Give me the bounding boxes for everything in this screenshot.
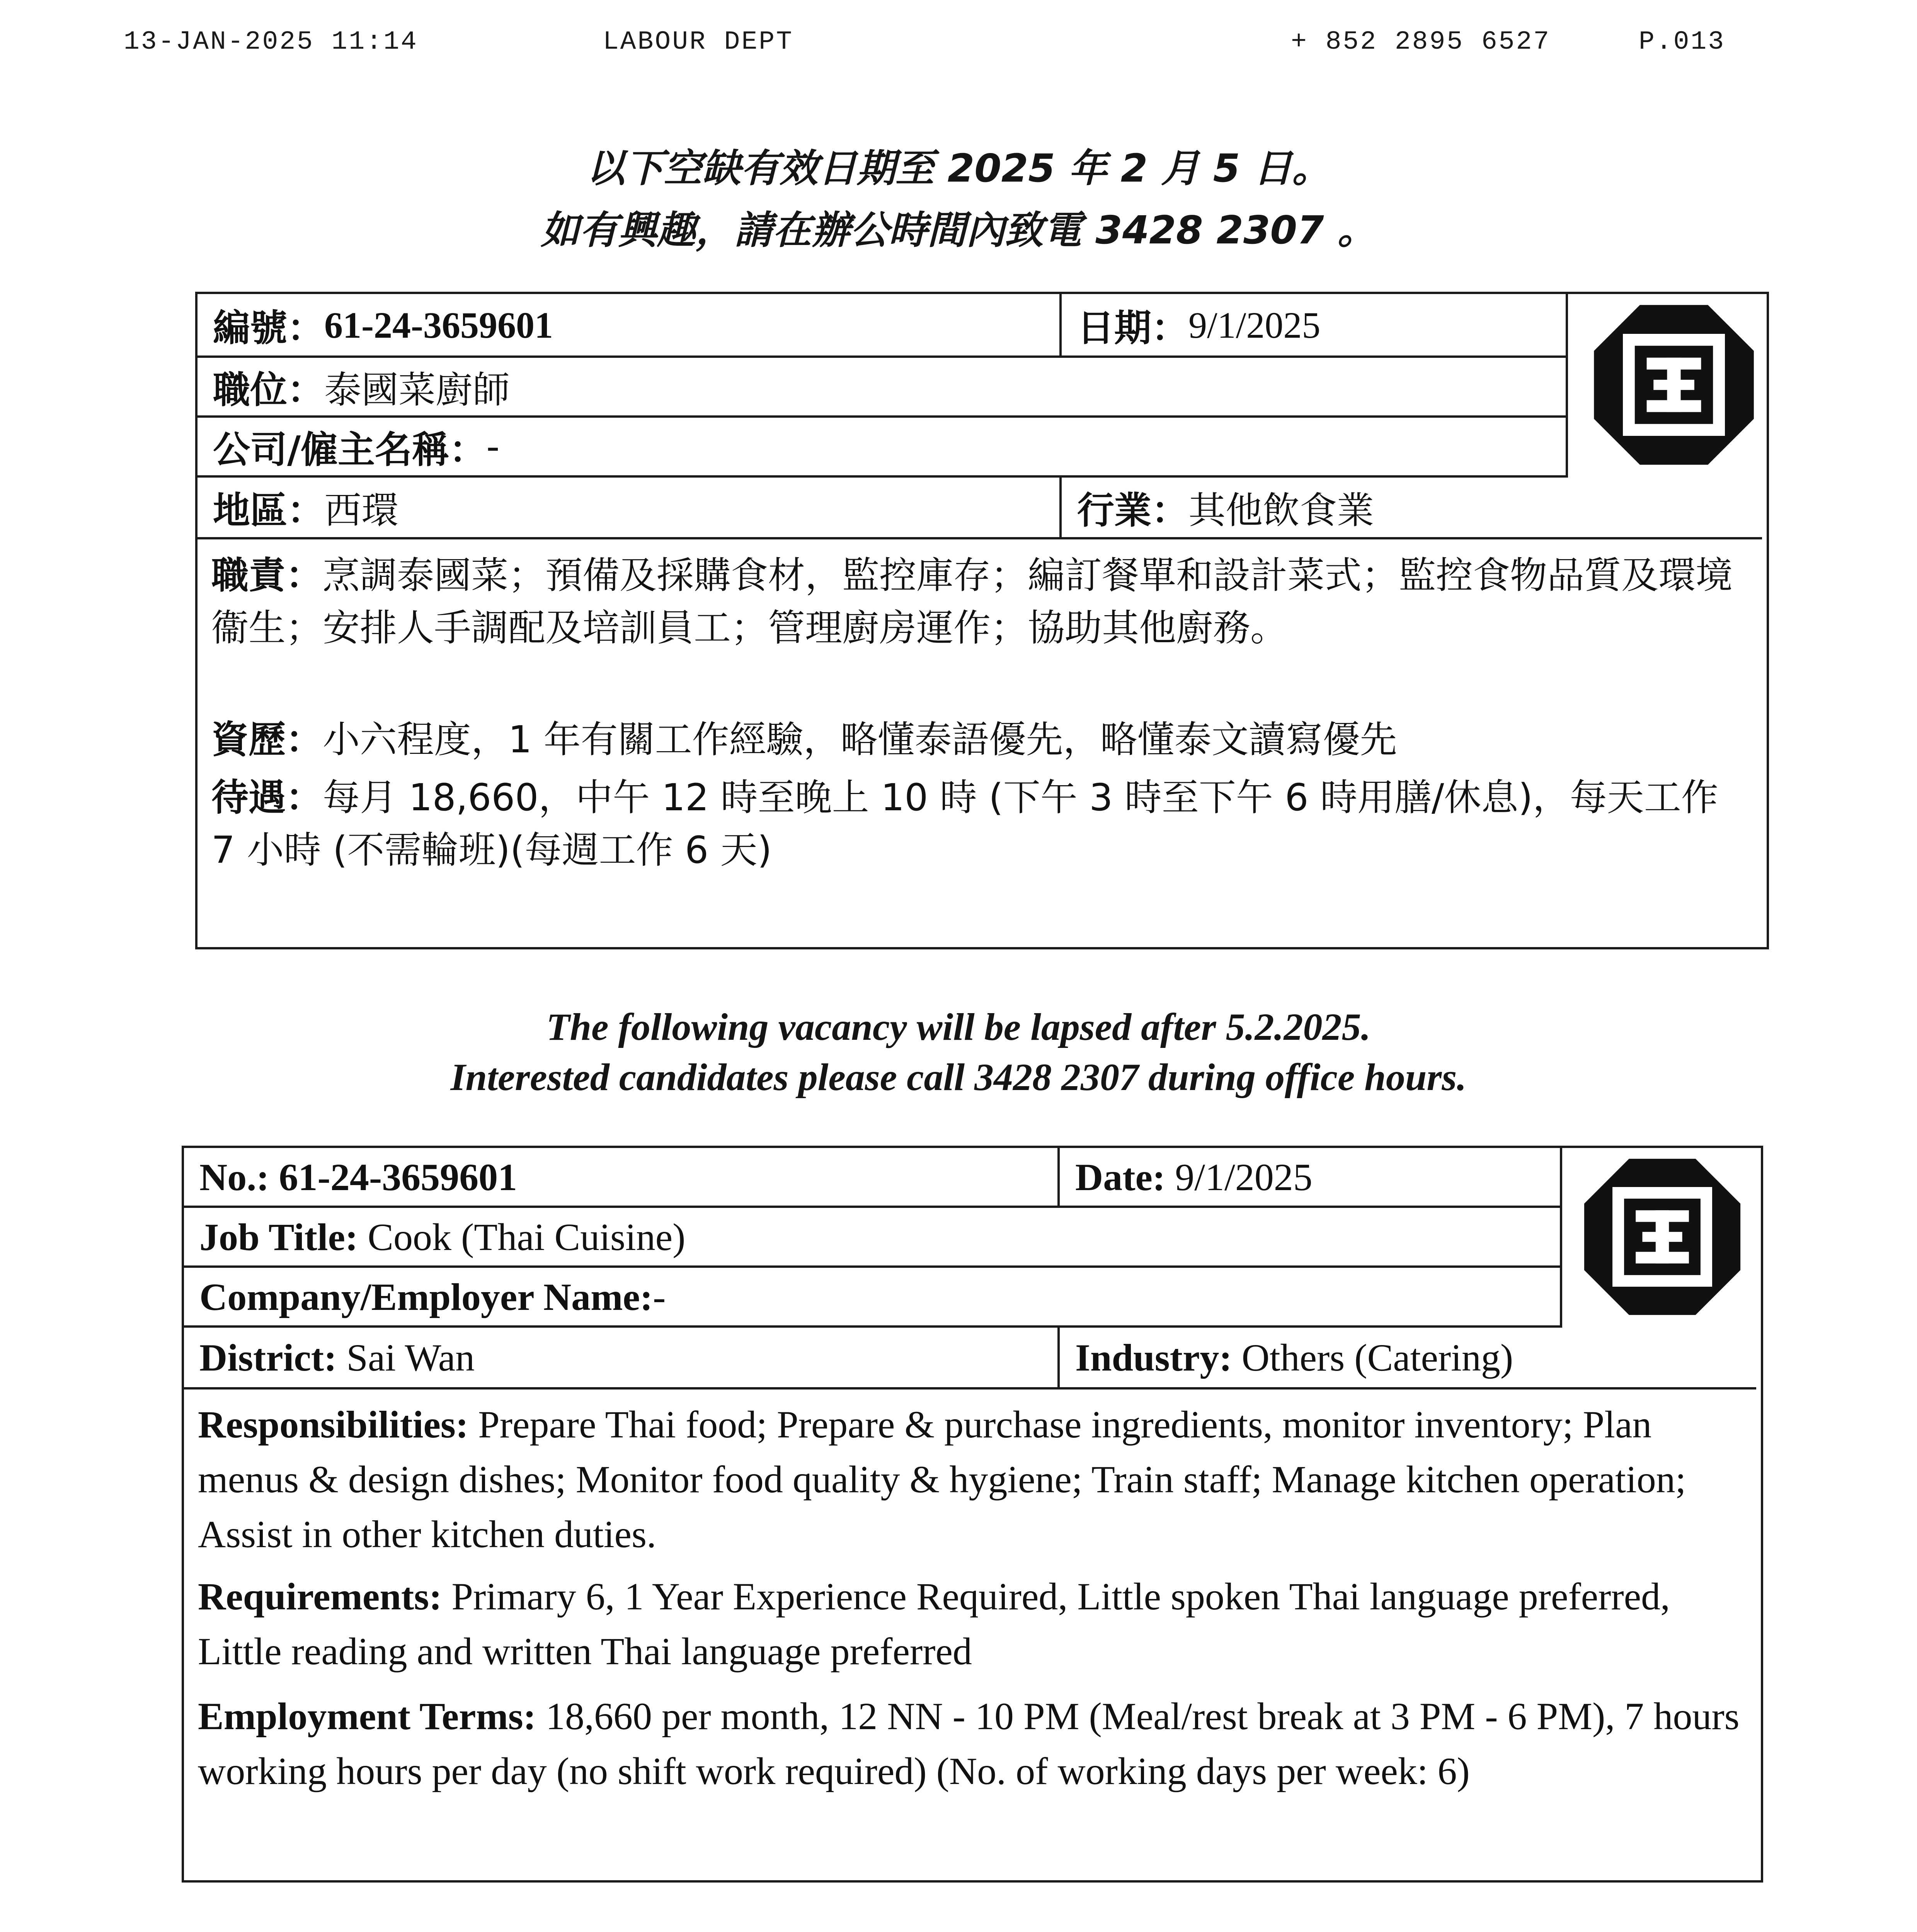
- en-no-value: 61-24-3659601: [279, 1155, 518, 1199]
- zh-terms-value: 每月 18,660，中午 12 時至晚上 10 時 (下午 3 時至下午 6 時用膳/休息)，每天工作 7 小時 (不需輪班)(每週工作 6 天): [211, 776, 1718, 872]
- fax-phone: + 852 2895 6527: [1291, 27, 1551, 57]
- zh-req-value: 小六程度，1 年有關工作經驗，略懂泰語優先，略懂泰文讀寫優先: [323, 718, 1397, 761]
- fax-datetime: 13-JAN-2025 11:14: [124, 27, 418, 57]
- en-terms: [198, 1689, 1747, 1799]
- en-industry-label: Industry:: [1075, 1336, 1232, 1379]
- en-industry-value: Others (Catering): [1241, 1336, 1514, 1379]
- en-req-label: Requirements:: [198, 1575, 452, 1618]
- en-date-label: Date:: [1075, 1155, 1166, 1199]
- en-title-label: Job Title:: [199, 1215, 358, 1259]
- en-resp-value: Prepare Thai food; Prepare & purchase ingredients, monitor inventory; Plan menus & design dishes; Monitor food quality & hygiene; Train staff; Manage kitchen operation; Assist in other kitchen duties.: [198, 1403, 1686, 1556]
- zh-district-value: 西環: [324, 489, 398, 532]
- en-district-cell: [184, 1328, 1057, 1388]
- zh-resp-value: 烹調泰國菜；預備及採購食材，監控庫存；編訂餐單和設計菜式；監控食物品質及環境衞生；安排人手調配及培訓員工；管理廚房運作；協助其他廚務。: [211, 554, 1733, 650]
- zh-vacancy-table: [195, 292, 1769, 949]
- en-company-cell: [184, 1268, 1560, 1326]
- zh-industry-cell: [1062, 478, 1761, 537]
- zh-district-label: 地區：: [213, 489, 324, 532]
- en-district-label: District:: [199, 1336, 337, 1379]
- labour-department-logo-icon: [1589, 300, 1759, 470]
- zh-title-value: 泰國菜廚師: [324, 368, 510, 412]
- zh-date-value: 9/1/2025: [1188, 304, 1321, 346]
- en-notice-line2: Interested candidates please call 3428 2307 during office hours.: [450, 1056, 1467, 1099]
- zh-terms: [211, 771, 1753, 877]
- zh-notice-line1: 以下空缺有效日期至 2025 年 2 月 5 日。: [586, 146, 1331, 191]
- en-notice-line1: The following vacancy will be lapsed after 5.2.2025.: [546, 1005, 1371, 1048]
- en-company-label: Company/Employer Name:: [199, 1275, 653, 1318]
- zh-req-label: 資歷：: [211, 718, 323, 761]
- fax-page: P.013: [1639, 27, 1726, 57]
- zh-date-cell: [1062, 294, 1564, 356]
- zh-district-cell: [197, 478, 1059, 537]
- en-date-cell: [1060, 1148, 1558, 1206]
- zh-company-cell: [197, 418, 1566, 476]
- labour-department-logo-icon: [1579, 1154, 1745, 1320]
- en-terms-value: 18,660 per month, 12 NN - 10 PM (Meal/rest break at 3 PM - 6 PM), 7 hours working hours per day (no shift work required) (No. of working days per week: 6): [198, 1695, 1740, 1793]
- zh-title-label: 職位：: [213, 368, 324, 412]
- zh-company-label: 公司/僱主名稱：: [213, 428, 487, 471]
- zh-no-cell: [197, 294, 1059, 356]
- en-title-value: Cook (Thai Cuisine): [368, 1215, 686, 1259]
- zh-company-value: -: [486, 425, 500, 468]
- zh-terms-label: 待遇：: [211, 776, 323, 819]
- zh-date-label: 日期：: [1077, 306, 1188, 350]
- en-resp-label: Responsibilities:: [198, 1403, 478, 1446]
- en-title-cell: [184, 1208, 1560, 1266]
- fax-sender: LABOUR DEPT: [603, 27, 793, 57]
- en-responsibilities: [198, 1397, 1747, 1562]
- zh-resp-label: 職責：: [211, 554, 323, 597]
- en-req-value: Primary 6, 1 Year Experience Required, Little spoken Thai language preferred, Little reading and written Thai language preferred: [198, 1575, 1670, 1673]
- zh-notice-line2: 如有興趣，請在辦公時間內致電 3428 2307 。: [541, 207, 1376, 253]
- en-date-value: 9/1/2025: [1175, 1155, 1313, 1199]
- en-terms-label: Employment Terms:: [198, 1695, 546, 1738]
- zh-responsibilities: [211, 549, 1753, 655]
- en-district-value: Sai Wan: [346, 1336, 475, 1379]
- zh-industry-label: 行業：: [1077, 489, 1188, 532]
- en-company-value: -: [653, 1275, 666, 1318]
- en-requirements: [198, 1569, 1747, 1679]
- zh-industry-value: 其他飲食業: [1188, 489, 1374, 532]
- en-vacancy-table: [182, 1146, 1763, 1883]
- en-no-cell: [184, 1148, 1057, 1206]
- zh-title-cell: [197, 358, 1566, 416]
- en-industry-cell: [1060, 1328, 1755, 1388]
- zh-requirements: [211, 713, 1753, 766]
- zh-no-label: 編號：: [213, 306, 324, 350]
- zh-no-value: 61-24-3659601: [324, 304, 553, 346]
- en-no-label: No.:: [199, 1155, 269, 1199]
